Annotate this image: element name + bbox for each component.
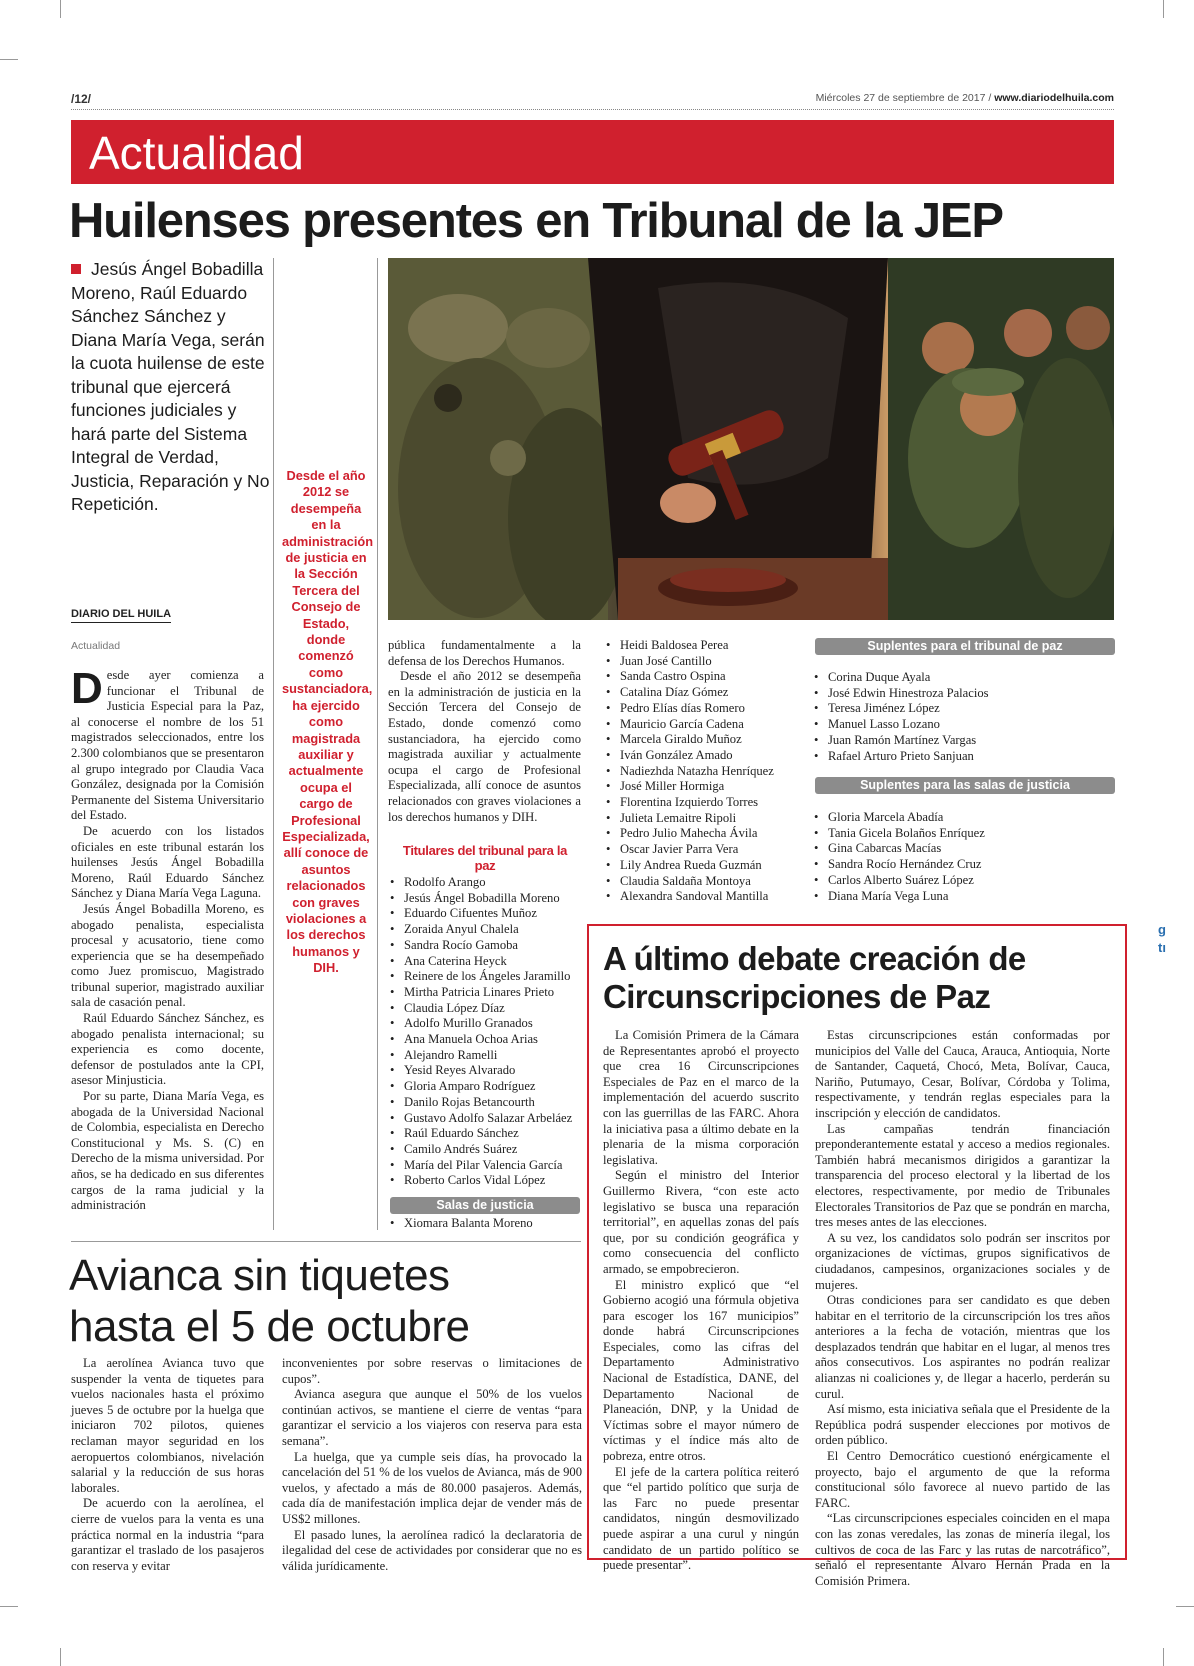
list-item: • Gloria Marcela Abadía xyxy=(814,810,1114,826)
suplentes-salas-heading: Suplentes para las salas de justicia xyxy=(815,777,1115,794)
list-item: • Claudia López Díaz xyxy=(390,1001,585,1017)
summary xyxy=(71,258,271,517)
avianca-para: inconvenientes por sobre reservas o limitaciones de cupos”. xyxy=(282,1356,582,1386)
titulares-heading: Titulares del tribunal para la paz xyxy=(402,843,568,873)
crop-mark xyxy=(0,59,18,60)
list-item: • José Edwin Hinestroza Palacios xyxy=(814,686,1114,702)
list-item: • Mauricio García Cadena xyxy=(606,717,806,733)
list-item: • Tania Gicela Bolaños Enríquez xyxy=(814,826,1114,842)
salas-list xyxy=(390,1216,585,1232)
avianca-para: La aerolínea Avianca tuvo que suspender la venta de tiquetes para vuelos nacionales hasta el próximo jueves 5 de octubre por la huelga que iniciaron 702 pilotos, quienes reclaman mayor seguridad en los aeropuertos colombianos, nivelación salarial y la reducción de sus horas laborales. xyxy=(71,1356,264,1495)
avianca-para: Avianca asegura que aunque el 50% de los vuelos continúan activos, se mantiene el cierre de ventas “para garantizar el servicio a los viajeros con reserva para esta semana”. xyxy=(282,1387,582,1448)
avianca-para: La huelga, que ya cumple seis días, ha provocado la cancelación del 51 % de los vuelos de Avianca, más de 900 vuelos, y afectado a más de 80.000 pasajeros. Además, cada día de manifestación implica dejar de vender más de US$2 millones. xyxy=(282,1449,582,1526)
list-item: • Mirtha Patricia Linares Prieto xyxy=(390,985,585,1001)
list-item: • Eduardo Cifuentes Muñoz xyxy=(390,906,585,922)
list-item: • Camilo Andrés Suárez xyxy=(390,1142,585,1158)
main-headline: Huilenses presentes en Tribunal de la JEP xyxy=(69,194,1003,248)
suplentes-tribunal-list xyxy=(814,670,1114,764)
list-item: • Catalina Díaz Gómez xyxy=(606,685,806,701)
body-col1-para: Por su parte, Diana María Vega, es abogada de la Universidad Nacional de Colombia, especialista en Derecho Constitucional y Ms. S. (C) en Derecho de la misma universidad. Por años, se ha dedicado en sus diferentes cargos de la rama judicial y la administración xyxy=(71,1089,264,1213)
body-col3-para: pública fundamentalmente a la defensa de los Derechos Humanos. xyxy=(388,638,581,668)
paz-col2 xyxy=(815,1028,1110,1589)
list-item: • Florentina Izquierdo Torres xyxy=(606,795,806,811)
body-col1 xyxy=(71,664,264,1214)
list-item: • Rafael Arturo Prieto Sanjuan xyxy=(814,749,1114,765)
avianca-rule xyxy=(71,1241,581,1242)
body-col1-para: De acuerdo con los listados oficiales en este tribunal estarán los huilenses Jesús Ángel Bobadilla Moreno, Raúl Eduardo Sánchez Sánchez y Diana María Vega Laguna. xyxy=(71,823,264,901)
avianca-col2 xyxy=(282,1356,582,1574)
list-item: • Sandra Rocío Hernández Cruz xyxy=(814,857,1114,873)
summary-text: Jesús Ángel Bobadilla Moreno, Raúl Eduardo Sánchez Sánchez y Diana María Vega, serán la cuota huilense de este tribunal que ejercerá funciones judiciales y hará parte del Sistema Integral de Verdad, Justicia, Reparación y No Repetición. xyxy=(71,259,270,514)
paz-para: El Centro Democrático cuestionó enérgicamente el proyecto, bajo el argumento de que la reforma constitucional sólo favorece al nuevo partido de las FARC. xyxy=(815,1449,1110,1510)
body-col3-para: Desde el año 2012 se desempeña en la administración de justicia en la Sección Tercera del Consejo de Estado, donde comenzó como sustanciadora, ha ejercido como magistrada auxiliar y actualmente ocupa el cargo de Profesional Especializada, allí conoce de asuntos relacionados con graves violaciones a los derechos humanos y DIH. xyxy=(388,669,581,824)
avianca-headline-line: hasta el 5 de octubre xyxy=(69,1302,470,1351)
crop-mark xyxy=(60,0,61,18)
list-item: • Gustavo Adolfo Salazar Arbeláez xyxy=(390,1111,585,1127)
salas-heading: Salas de justicia xyxy=(390,1197,580,1214)
edge-mark: g xyxy=(1158,922,1166,937)
edge-mark: tı xyxy=(1158,940,1166,955)
list-item: • Nadiezhda Natazha Henríquez xyxy=(606,764,806,780)
paz-headline-line: A último debate creación de xyxy=(603,940,1026,977)
column-divider xyxy=(273,258,274,1230)
list-item: • Rodolfo Arango xyxy=(390,875,585,891)
byline: DIARIO DEL HUILA xyxy=(71,608,171,623)
avianca-para: De acuerdo con la aerolínea, el cierre de vuelos para la venta es una práctica normal en la industria “para garantizar el traslado de los pasajeros con reserva y evitar xyxy=(71,1496,264,1573)
page-number: /12/ xyxy=(71,92,92,106)
list-item: • Alejandro Ramelli xyxy=(390,1048,585,1064)
paz-para: Las campañas tendrán financiación preponderantemente estatal y acceso a medios regionales. También habrá mecanismos dirigidos a garantizar la transparencia del proceso electoral y la libertad de los electores, respectivamente, por medio de Tribunales Electorales Transitorios de Paz que se pondrán en marcha, tres meses antes de las elecciones. xyxy=(815,1121,1110,1230)
list-item: • Juan José Cantillo xyxy=(606,654,806,670)
suplentes-salas-list xyxy=(814,810,1114,904)
pullquote: Desde el año 2012 se desempeña en la administración de justicia en la Sección Tercera del Consejo de Estado, donde comenzó como sustanciadora, ha ejercido como magistrada auxiliar y actualmente ocupa el cargo de Profesional Especializada, allí conoce de asuntos relacionados con graves violaciones a los derechos humanos y DIH. xyxy=(282,468,374,976)
avianca-col1 xyxy=(71,1356,264,1574)
crop-mark xyxy=(60,1648,61,1666)
list-item: • Danilo Rojas Betancourth xyxy=(390,1095,585,1111)
paz-para: La Comisión Primera de la Cámara de Representantes aprobó el proyecto que crea 16 Circunscripciones Especiales de Paz en el marco de la implementación del acuerdo suscrito con las guerrillas de las FARC. Ahora la iniciativa pasa a último debate en la plenaria de la misma corporación legislativa. xyxy=(603,1028,799,1167)
crop-mark xyxy=(1163,1648,1164,1666)
red-bullet-icon xyxy=(71,264,81,274)
salas-cont-list xyxy=(606,638,806,905)
list-item: • Ana Manuela Ochoa Arias xyxy=(390,1032,585,1048)
list-item: • Julieta Lemaitre Ripoli xyxy=(606,811,806,827)
paz-para: Otras condiciones para ser candidato es que deben habitar en el territorio de la circunscripción los tres años anteriores a la fecha de votación, mientras que los desplazados tendrán que habitar en el lugar, al menos tres años consecutivos. Los aspirantes no podrán realizar alianzas ni coaliciones y, de llegar a hacerlo, perderán su curul. xyxy=(815,1293,1110,1401)
list-item: • Teresa Jiménez López xyxy=(814,701,1114,717)
list-item: • José Miller Hormiga xyxy=(606,779,806,795)
list-item: • Raúl Eduardo Sánchez xyxy=(390,1126,585,1142)
paz-para: Según el ministro del Interior Guillermo Rivera, “con este acto legislativo se busca una reparación territorial”, en aquellas zonas del país que, por su condición geográfica y como consecuencia del conflicto armado, se empobrecieron. xyxy=(603,1168,799,1276)
body-col1-para: esde ayer comienza a funcionar el Tribunal de Justicia Especial para la Paz, al conocerse el nombre de los 51 magistrados seleccionados, entre los 2.300 colombianos que se presentaron al grupo integrado por Claudia Vaca González, designada por la Comisión Permanente del Sistema Universitario del Estado. xyxy=(71,668,264,823)
list-item: • Alexandra Sandoval Mantilla xyxy=(606,889,806,905)
site-url: www.diariodelhuila.com xyxy=(994,92,1114,104)
list-item: • Sandra Rocío Gamoba xyxy=(390,938,585,954)
list-item: • Ana Caterina Heyck xyxy=(390,954,585,970)
list-item: • Juan Ramón Martínez Vargas xyxy=(814,733,1114,749)
crop-mark xyxy=(1163,0,1164,18)
list-item: • Diana María Vega Luna xyxy=(814,889,1114,905)
crop-mark xyxy=(0,1606,18,1607)
avianca-para: El pasado lunes, la aerolínea radicó la declaratoria de ilegalidad del cese de actividades por considerar que no es válida jurídicamente. xyxy=(282,1527,582,1573)
list-item: • Manuel Lasso Lozano xyxy=(814,717,1114,733)
avianca-headline xyxy=(69,1250,469,1352)
paz-para: A su vez, los candidatos solo podrán ser inscritos por organizaciones de víctimas, grupos significativos de ciudadanos, campesinos, organizaciones sociales y de mujeres. xyxy=(815,1230,1110,1292)
paz-headline-line: Circunscripciones de Paz xyxy=(603,978,991,1015)
date-text: Miércoles 27 de septiembre de 2017 / xyxy=(815,92,995,104)
section-tag: Actualidad xyxy=(71,640,121,652)
paz-para: El jefe de la cartera política reiteró que “el partido político que surja de las Farc no puede presentar candidatos, ningún desmovilizado puede aspirar a una curul y ningún candidato de un partido político se puede presentar”. xyxy=(603,1464,799,1573)
list-item: • Gina Cabarcas Macías xyxy=(814,841,1114,857)
section-banner xyxy=(71,120,1114,184)
paz-para: El ministro explicó que “el Gobierno acogió una fórmula objetiva para escoger los 167 municipios” donde habrá Circunscripciones Especiales, como las cifras del Departamento Administrativo Nacional de Estadística, DANE, del Departamento Nacional de Planeación, DNP, y la Unidad de Víctimas sobre el mayor número de víctimas y el índice más alto de pobreza, entre otros. xyxy=(603,1277,799,1464)
list-item: • Zoraida Anyul Chalela xyxy=(390,922,585,938)
dropcap: D xyxy=(71,664,103,713)
list-item: • Gloria Amparo Rodríguez xyxy=(390,1079,585,1095)
list-item: • Oscar Javier Parra Vera xyxy=(606,842,806,858)
crop-mark xyxy=(1176,1606,1194,1607)
list-item: • Xiomara Balanta Moreno xyxy=(390,1216,585,1232)
main-photo xyxy=(388,258,1114,620)
list-item: • Yesid Reyes Alvarado xyxy=(390,1063,585,1079)
body-col1-para: Raúl Eduardo Sánchez Sánchez, es abogado penalista internacional; su experiencia es como docente, defensor de postulados ante la CPI, asesor Minjusticia. xyxy=(71,1011,264,1088)
paz-para: Estas circunscripciones están conformadas por municipios del Valle del Cauca, Arauca, Antioquia, Norte de Santander, Caquetá, Chocó, Meta, Bolívar, Cauca, Nariño, Putumayo, Cesar, Bolívar, Córdoba y Tolima, respectivamente, y tendrán reglas especiales para la inscripción y elección de candidatos. xyxy=(815,1028,1110,1120)
list-item: • Marcela Giraldo Muñoz xyxy=(606,732,806,748)
header-rule xyxy=(71,109,1114,110)
list-item: • Corina Duque Ayala xyxy=(814,670,1114,686)
list-item: • Lily Andrea Rueda Guzmán xyxy=(606,858,806,874)
titulares-list xyxy=(390,875,585,1189)
list-item: • Pedro Julio Mahecha Ávila xyxy=(606,826,806,842)
column-divider xyxy=(377,258,378,1230)
suplentes-tribunal-heading: Suplentes para el tribunal de paz xyxy=(815,638,1115,655)
list-item: • Carlos Alberto Suárez López xyxy=(814,873,1114,889)
body-col3 xyxy=(388,638,581,825)
paz-story-box xyxy=(587,924,1127,1588)
paz-col1 xyxy=(603,1028,799,1574)
paz-para: Así mismo, esta iniciativa señala que el Presidente de la República podrá suspender elecciones por motivos de orden público. xyxy=(815,1402,1110,1448)
body-col1-para: Jesús Ángel Bobadilla Moreno, es abogado penalista, especialista procesal y acusatorio, tiene como experiencia que se ha desempeñado como Juez promiscuo, Magistrado tribunal superior, magistrado auxiliar sala de casación penal. xyxy=(71,901,264,1010)
photo-illustration xyxy=(388,258,1114,620)
list-item: • Jesús Ángel Bobadilla Moreno xyxy=(390,891,585,907)
paz-para: “Las circunscripciones especiales coinciden en el mapa con las zonas veredales, las zonas de minería ilegal, los cultivos de coca de las Farc y las rutas de narcotráfico”, señaló el representante Álvaro Hernán Prada en la Comisión Primera. xyxy=(815,1511,1110,1588)
date-line xyxy=(816,92,1114,104)
section-title: Actualidad xyxy=(89,127,304,179)
list-item: • Adolfo Murillo Granados xyxy=(390,1016,585,1032)
avianca-headline-line: Avianca sin tiquetes xyxy=(69,1251,450,1300)
list-item: • Claudia Saldaña Montoya xyxy=(606,874,806,890)
list-item: • Heidi Baldosea Perea xyxy=(606,638,806,654)
list-item: • Sanda Castro Ospina xyxy=(606,669,806,685)
list-item: • Roberto Carlos Vidal López xyxy=(390,1173,585,1189)
list-item: • Pedro Elías días Romero xyxy=(606,701,806,717)
paz-headline xyxy=(603,940,1026,1016)
list-item: • Reinere de los Ángeles Jaramillo xyxy=(390,969,585,985)
list-item: • María del Pilar Valencia García xyxy=(390,1158,585,1174)
list-item: • Iván González Amado xyxy=(606,748,806,764)
